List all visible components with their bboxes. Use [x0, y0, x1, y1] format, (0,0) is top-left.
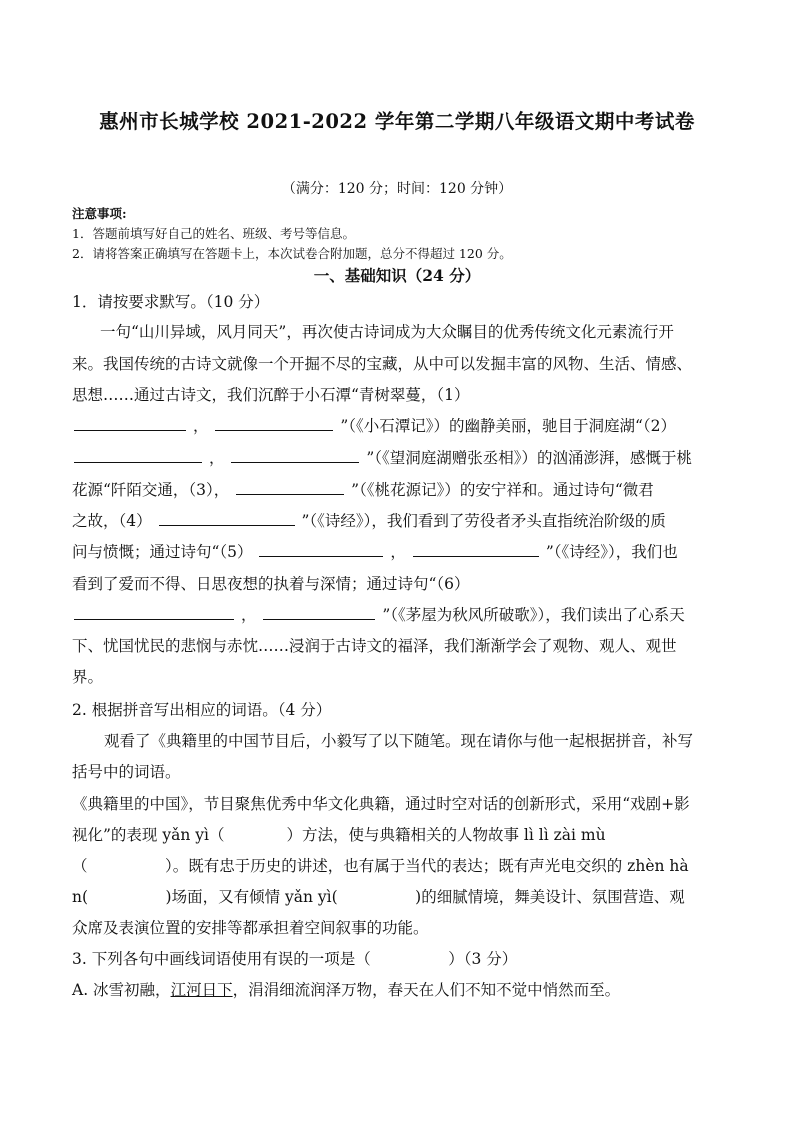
q2-prompt: 2. 根据拼音写出相应的词语。（4 分） — [72, 701, 332, 719]
answer-blank[interactable] — [74, 429, 186, 431]
q1-line-3: 思想……通过古诗文，我们沉醉于小石潭“青树翠蔓，（1） — [72, 386, 470, 404]
q2-line-4: 视化”的表现 yǎn yì（ ）方法，使与典籍相关的人物故事 lì lì zài mù — [72, 826, 606, 844]
answer-blank[interactable] — [263, 618, 375, 620]
q1-line-5 — [72, 446, 692, 468]
section-1-title: 一、基础知识（24 分） — [313, 266, 481, 285]
q1-line-4 — [72, 414, 676, 436]
q2-line-5: （ ）。既有忠于历史的讲述，也有属于当代的表达；既有声光电交织的 zhèn hà — [72, 857, 689, 875]
q2-line-1: 观看了《典籍里的中国节目后，小毅写了以下随笔。现在请你与他一起根据拼音，补写 — [104, 732, 694, 750]
answer-blank[interactable] — [74, 461, 202, 463]
answer-blank[interactable] — [215, 429, 333, 431]
q3-option-a-end: ，涓涓细流润泽万物，春天在人们不知不觉中悄然而至。 — [232, 981, 621, 999]
q1-line-12: 界。 — [72, 668, 104, 686]
q1-line-8-end: ”（《诗经》），我们也 — [545, 543, 678, 561]
q3-prompt: 3. 下列各句中画线词语使用有误的一项是（ ）（3 分） — [72, 950, 518, 968]
q1-line-10-mid: ， — [240, 606, 257, 624]
q1-line-8-mid: ， — [390, 543, 406, 561]
q1-line-1: 一句“山川异域，风月同天”，再次使古诗词成为大众瞩目的优秀传统文化元素流行开 — [100, 323, 674, 341]
q1-prompt: 1．请按要求默写。（10 分） — [72, 293, 270, 311]
q1-line-5-end: ”（《望洞庭湖赠张丞相》）的汹涌澎湃，感慨于桃 — [366, 449, 693, 467]
answer-blank[interactable] — [74, 618, 234, 620]
exam-title: 惠州市长城学校 2021-2022 学年第二学期八年级语文期中考试卷 — [99, 110, 695, 133]
q1-line-8 — [72, 540, 678, 562]
q1-line-9: 看到了爱而不得、日思夜想的执着与深情；通过诗句“（6） — [72, 575, 470, 593]
q1-line-6-end: ”（《桃花源记》）的安宁祥和。通过诗句“微君 — [351, 481, 654, 499]
answer-blank[interactable] — [231, 461, 359, 463]
q1-line-7 — [72, 509, 666, 531]
q1-line-4-end: ”（《小石潭记》）的幽静美丽，驰目于洞庭湖“（2） — [340, 417, 677, 435]
answer-blank[interactable] — [259, 555, 383, 557]
q2-line-6: n( )场面，又有倾情 yǎn yì( )的细腻情境，舞美设计、氛围营造、观 — [72, 888, 685, 906]
q2-line-3: 《典籍里的中国》，节目聚焦优秀中华文化典籍，通过时空对话的创新形式，采用“戏剧+影 — [72, 795, 690, 813]
q1-line-8-start: 问与愤慨；通过诗句“（5） — [72, 543, 253, 561]
q2-line-2: 括号中的词语。 — [72, 763, 181, 781]
score-time-info: （满分：120 分；时间：120 分钟） — [281, 181, 513, 197]
q1-line-11: 下、忧国忧民的悲悯与赤忱……浸润于古诗文的福泽，我们渐渐学会了观物、观人、观世 — [72, 637, 677, 655]
q1-line-4-mid: ， — [192, 417, 209, 435]
q1-line-5-mid: ， — [208, 449, 225, 467]
q1-line-10 — [72, 603, 685, 625]
notes-item-2: 2．请将答案正确填写在答题卡上，本次试卷合附加题，总分不得超过 120 分。 — [72, 246, 512, 261]
q1-line-7-end: ”（《诗经》），我们看到了劳役者矛头直指统治阶级的质 — [301, 512, 666, 530]
notes-heading: 注意事项: — [72, 206, 127, 221]
q3-option-a — [72, 978, 620, 1000]
q1-line-6 — [72, 478, 654, 500]
q1-line-10-end: ”（《茅屋为秋风所破歌》），我们读出了心系天 — [382, 606, 685, 624]
q1-line-7-start: 之故，（4） — [72, 512, 152, 530]
q3-option-a-start: A. 冰雪初融， — [72, 981, 171, 999]
q1-line-6-start: 花源“阡陌交通，（3）， — [72, 481, 230, 499]
answer-blank[interactable] — [236, 493, 344, 495]
answer-blank[interactable] — [413, 555, 539, 557]
answer-blank[interactable] — [159, 524, 295, 526]
notes-item-1: 1．答题前填写好自己的姓名、班级、考号等信息。 — [72, 226, 355, 241]
q1-line-2: 来。我国传统的古诗文就像一个开掘不尽的宝藏，从中可以发掘丰富的风物、生活、情感、 — [72, 355, 693, 373]
q2-line-7: 众席及表演位置的安排等都承担着空间叙事的功能。 — [72, 919, 429, 937]
underlined-phrase: 江河日下 — [170, 981, 233, 999]
